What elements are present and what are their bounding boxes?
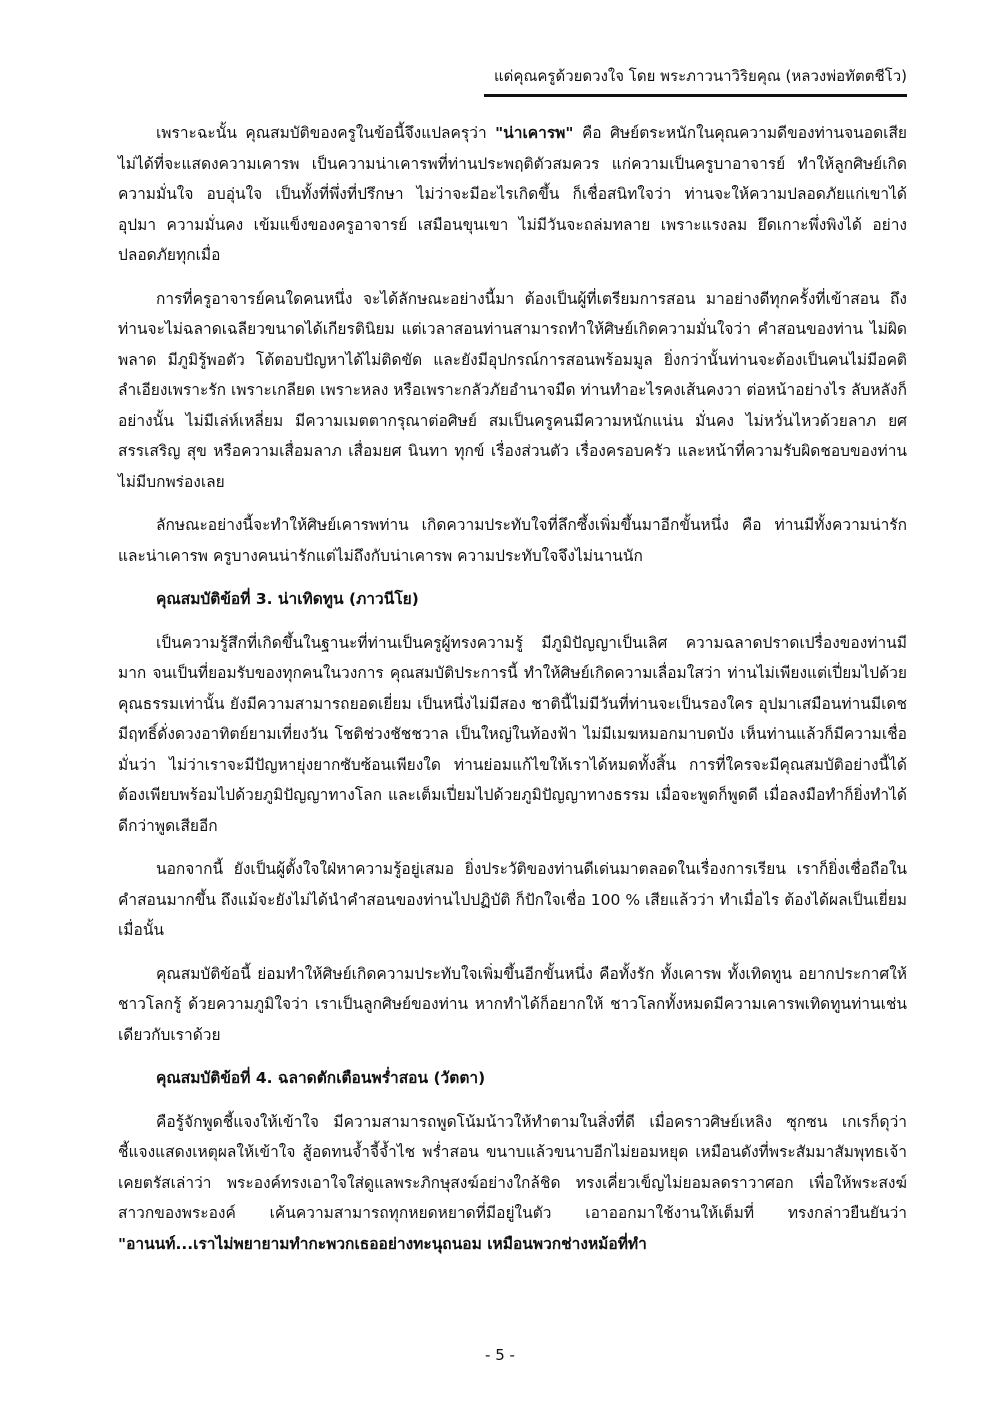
paragraph-3: ลักษณะอย่างนี้จะทำให้ศิษย์เคารพท่าน เกิดความประทับใจที่ลึกซึ้งเพิ่มขึ้นมาอีกขั้นหนึ่ง คือ ท่านมีทั้งความน่ารักและน่าเคารพ ครูบางคนน่ารักแต่ไม่ถึงกับน่าเคารพ ความประทับใจจึงไม่นานนัก bbox=[118, 516, 907, 565]
paragraph-7-quote: "อานนท์...เราไม่พยายามทำกะพวกเธออย่างทะนุถนอม เหมือนพวกช่างหม้อที่ทำ bbox=[118, 1234, 647, 1253]
paragraph-6: คุณสมบัติข้อนี้ ย่อมทำให้ศิษย์เกิดความประทับใจเพิ่มขึ้นอีกขั้นหนึ่ง คือทั้งรัก ทั้งเคารพ ทั้งเทิดทูน อยากประกาศให้ชาวโลกรู้ ด้วยความภูมิใจว่า เราเป็นลูกศิษย์ของท่าน หากทำได้ก็อยากให้ ชาวโลกทั้งหมดมีความเคารพเทิดทูนท่านเช่นเดียวกับเราด้วย bbox=[118, 964, 907, 1044]
paragraph-1-text-a: เพราะฉะนั้น คุณสมบัติของครูในข้อนี้จึงแปลครุว่า bbox=[156, 124, 496, 142]
paragraph-1 bbox=[118, 118, 907, 271]
section-heading-4: คุณสมบัติข้อที่ 4. ฉลาดตักเตือนพร่ำสอน (วัตตา) bbox=[156, 1069, 486, 1087]
page-number: - 5 - bbox=[485, 1346, 515, 1364]
paragraph-7 bbox=[118, 1107, 907, 1260]
paragraph-5: นอกจากนี้ ยังเป็นผู้ตั้งใจใฝ่หาความรู้อยู่เสมอ ยิ่งประวัติของท่านดีเด่นมาตลอดในเรื่องการเรียน เราก็ยิ่งเชื่อถือในคำสอนมากขึ้น ถึงแม้จะยังไม่ได้นำคำสอนของท่านไปปฏิบัติ ก็ปักใจเชื่อ 100 % เสียแล้วว่า ทำเมื่อไร ต้องได้ผลเป็นเยี่ยมเมื่อนั้น bbox=[118, 860, 907, 939]
running-header: แด่คุณครูด้วยดวงใจ โดย พระภาวนาวิริยคุณ (หลวงพ่อทัตตชีโว) bbox=[494, 67, 907, 85]
paragraph-7-text: คือรู้จักพูดชี้แจงให้เข้าใจ มีความสามารถพูดโน้มน้าวให้ทำตามในสิ่งที่ดี เมื่อคราวศิษย์เหลิง ซุกซน เกเรก็ดุว่า ชี้แจงแสดงเหตุผลให้เข้าใจ สู้อดทนจ้ำจี้จ้ำไช พร่ำสอน ขนาบแล้วขนาบอีกไม่ยอมหยุด เหมือนดังที่พระสัมมาสัมพุทธเจ้า เคยตรัสเล่าว่า พระองค์ทรงเอาใจใส่ดูแลพระภิกษุสงฆ์อย่างใกล้ชิด ทรงเคี่ยวเข็ญไม่ยอมลดราวาศอก เพื่อให้พระสงฆ์สาวกของพระองค์ เค้นความสามารถทุกหยดหยาดที่มีอยู่ในตัว เอาออกมาใช้งานให้เต็มที่ ทรงกล่าวยืนยันว่า bbox=[118, 1112, 907, 1222]
section-heading-3: คุณสมบัติข้อที่ 3. น่าเทิดทูน (ภาวนีโย) bbox=[156, 590, 419, 608]
paragraph-1-emphasis: "น่าเคารพ" bbox=[495, 124, 574, 142]
header-rule bbox=[484, 94, 907, 97]
paragraph-2: การที่ครูอาจารย์คนใดคนหนึ่ง จะได้ลักษณะอย่างนี้มา ต้องเป็นผู้ที่เตรียมการสอน มาอย่างดีทุกครั้งที่เข้าสอน ถึงท่านจะไม่ฉลาดเฉลียวขนาดได้เกียรตินิยม แต่เวลาสอนท่านสามารถทำให้ศิษย์เกิดความมั่นใจว่า คำสอนของท่าน ไม่ผิดพลาด มีภูมิรู้พอตัว โต้ตอบปัญหาได้ไม่ติดขัด และยังมีอุปกรณ์การสอนพร้อมมูล ยิ่งกว่านั้นท่านจะต้องเป็นคนไม่มีอคติ ลำเอียงเพราะรัก เพราะเกลียด เพราะหลง หรือเพราะกลัวภัยอำนาจมืด ท่านทำอะไรคงเส้นคงวา ต่อหน้าอย่างไร ลับหลังก็อย่างนั้น ไม่มีเล่ห์เหลี่ยม มีความเมตตากรุณาต่อศิษย์ สมเป็นครูคนมีความหนักแน่น มั่นคง ไม่หวั่นไหวด้วยลาภ ยศ สรรเสริญ สุข หรือความเสื่อมลาภ เสื่อมยศ นินทา ทุกข์ เรื่องส่วนตัว เรื่องครอบครัว และหน้าที่ความรับผิดชอบของท่าน ไม่มีบกพร่องเลย bbox=[118, 289, 907, 491]
page-body bbox=[118, 118, 907, 1272]
paragraph-1-text-b: คือ ศิษย์ตระหนักในคุณความดีของท่านจนอดเสียไม่ได้ที่จะแสดงความเคารพ เป็นความน่าเคารพที่ท่านประพฤติตัวสมควร แก่ความเป็นครูบาอาจารย์ ทำให้ลูกศิษย์เกิดความมั่นใจ อบอุ่นใจ เป็นทั้งที่พึ่งที่ปรึกษา ไม่ว่าจะมีอะไรเกิดขึ้น ก็เชื่อสนิทใจว่า ท่านจะให้ความปลอดภัยแก่เขาได้ อุปมา ความมั่นคง เข้มแข็งของครูอาจารย์ เสมือนขุนเขา ไม่มีวันจะถล่มทลาย เพราะแรงลม ยึดเกาะพึ่งพิงได้ อย่างปลอดภัยทุกเมื่อ bbox=[118, 124, 907, 264]
paragraph-4: เป็นความรู้สึกที่เกิดขึ้นในฐานะที่ท่านเป็นครูผู้ทรงความรู้ มีภูมิปัญญาเป็นเลิศ ความฉลาดปราดเปรื่องของท่านมีมาก จนเป็นที่ยอมรับของทุกคนในวงการ คุณสมบัติประการนี้ ทำให้ศิษย์เกิดความเลื่อมใสว่า ท่านไม่เพียงแต่เปี่ยมไปด้วยคุณธรรมเท่านั้น ยังมีความสามารถยอดเยี่ยม เป็นหนึ่งไม่มีสอง ชาตินี้ไม่มีวันที่ท่านจะเป็นรองใคร อุปมาเสมือนท่านมีเดชมีฤทธิ์ดั่งดวงอาทิตย์ยามเที่ยงวัน โชติช่วงชัชชวาล เป็นใหญ่ในท้องฟ้า ไม่มีเมฆหมอกมาบดบัง เห็นท่านแล้วก็มีความเชื่อมั่นว่า ไม่ว่าเราจะมีปัญหายุ่งยากซับซ้อนเพียงใด ท่านย่อมแก้ไขให้เราได้หมดทั้งสิ้น การที่ใครจะมีคุณสมบัติอย่างนี้ได้ ต้องเพียบพร้อมไปด้วยภูมิปัญญาทางโลก และเต็มเปี่ยมไปด้วยภูมิปัญญาทางธรรม เมื่อจะพูดก็พูดดี เมื่อลงมือทำก็ยิ่งทำได้ดีกว่าพูดเสียอีก bbox=[118, 633, 907, 835]
